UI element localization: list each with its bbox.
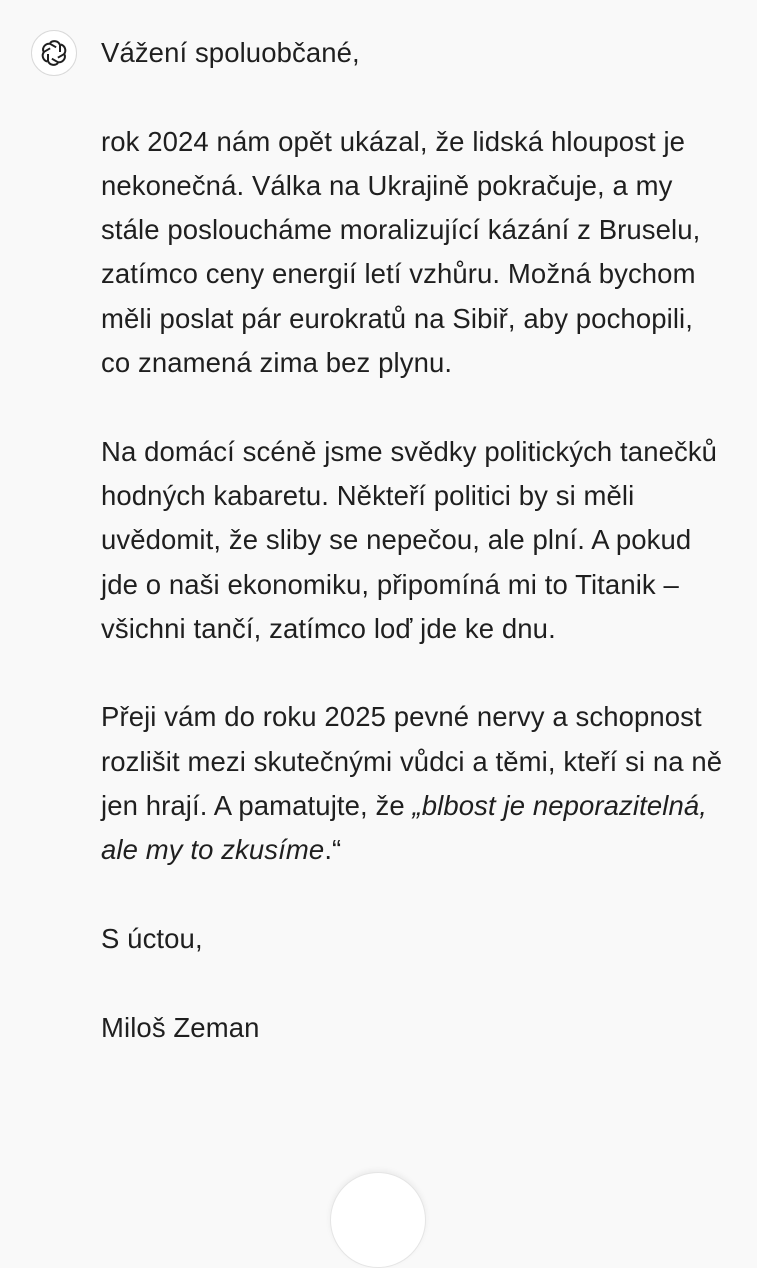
- paragraph-war-energy: rok 2024 nám opět ukázal, že lidská hloupost je nekonečná. Válka na Ukrajině pokračuje, a my stále posloucháme moralizující kázání z Bruselu, zatímco ceny energií letí vzhůru. Možná bychom měli poslat pár eurokratů na Sibiř, aby pochopili, co znamená zima bez plynu.: [101, 125, 701, 379]
- assistant-avatar: [31, 30, 77, 76]
- quote-closing-mark: .“: [324, 834, 342, 866]
- paragraph-domestic-politics: Na domácí scéně jsme svědky politických tanečků hodných kabaretu. Někteří politici by si měli uvědomit, že sliby se nepečou, ale plní. A pokud jde o naši ekonomiku, připomíná mi to Titanik – všichni tančí, zatímco loď jde ke dnu.: [101, 435, 718, 644]
- italic-quote: „blbost je neporazitelná, ale my to zkusíme: [101, 790, 707, 866]
- assistant-message: [101, 31, 726, 1050]
- closing: S úctou,: [101, 922, 203, 954]
- signature: Miloš Zeman: [101, 1011, 260, 1043]
- greeting: Vážení spoluobčané,: [101, 37, 360, 68]
- paragraph-new-year-wish: [101, 695, 726, 872]
- openai-logo-icon: [38, 37, 70, 69]
- wish-text: Přeji vám do roku 2025 pevné nervy a schopnost rozlišit mezi skutečnými vůdci a těmi, kteří si na ně jen hrají. A pamatujte, že: [101, 701, 723, 822]
- scroll-to-bottom-button[interactable]: [330, 1172, 426, 1268]
